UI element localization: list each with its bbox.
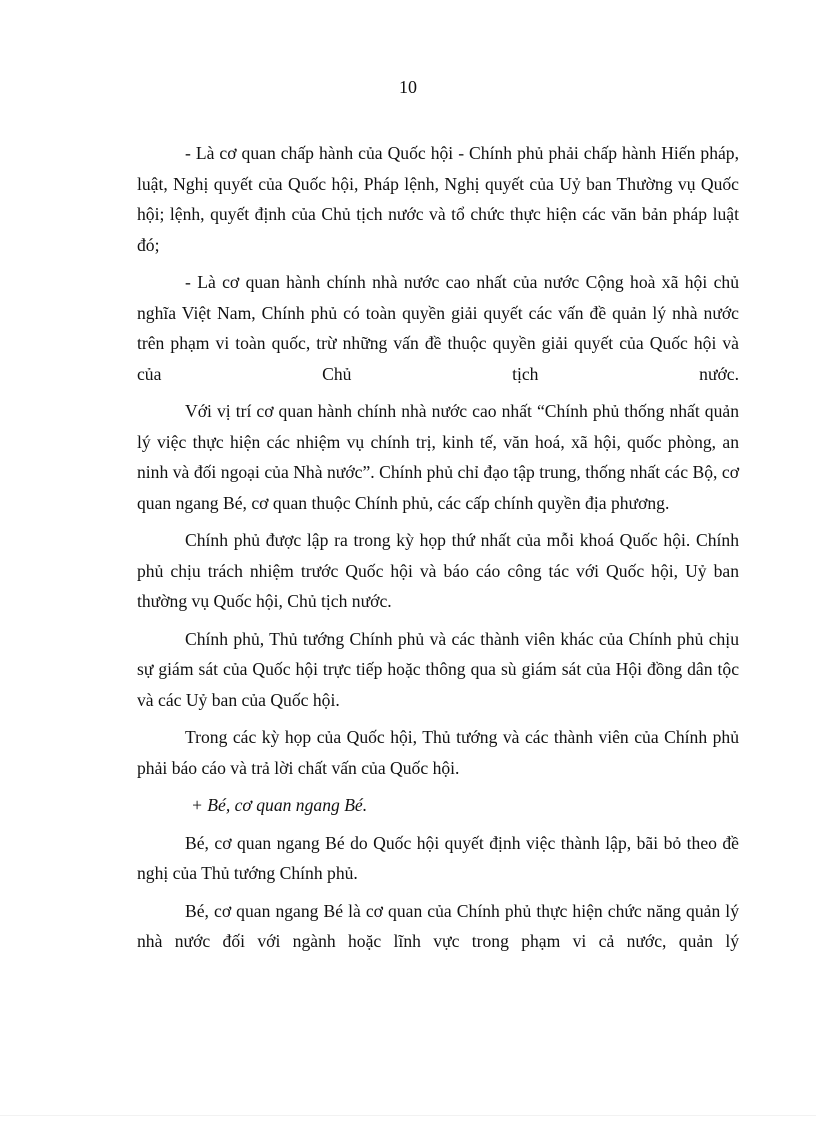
page-bottom-divider	[0, 1115, 816, 1116]
paragraph-supervision: Chính phủ, Thủ tướng Chính phủ và các thành viên khác của Chính phủ chịu sự giám sát của Quốc hội trực tiếp hoặc thông qua sù giám sát của Hội đồng dân tộc và các Uỷ ban của Quốc hội.	[137, 628, 739, 710]
page-number: 10	[399, 77, 417, 97]
paragraph-ministry-function: Bé, cơ quan ngang Bé là cơ quan của Chính phủ thực hiện chức năng quản lý nhà nước đối với ngành hoặc lĩnh vực trong phạm vi cả nước, quản lý	[137, 900, 739, 951]
paragraph-unified-management: Với vị trí cơ quan hành chính nhà nước cao nhất “Chính phủ thống nhất quản lý việc thực hiện các nhiệm vụ chính trị, kinh tế, văn hoá, xã hội, quốc phòng, an ninh và đối ngoại của Nhà nước”. Chính phủ chỉ đạo tập trung, thống nhất các Bộ, cơ quan ngang Bé, cơ quan thuộc Chính phủ, các cấp chính quyền địa phương.	[137, 401, 739, 513]
subheading-ministries: + Bé, cơ quan ngang Bé.	[191, 795, 368, 815]
paragraph-ministry-establishment: Bé, cơ quan ngang Bé do Quốc hội quyết định việc thành lập, bãi bỏ theo đề nghị của Thủ tướng Chính phủ.	[137, 832, 739, 883]
page-body	[137, 138, 739, 964]
paragraph-executive-body: - Là cơ quan chấp hành của Quốc hội - Chính phủ phải chấp hành Hiến pháp, luật, Nghị quyết của Quốc hội, Pháp lệnh, Nghị quyết của Uỷ ban Thường vụ Quốc hội; lệnh, quyết định của Chủ tịch nước và tổ chức thực hiện các văn bản pháp luật đó;	[137, 143, 739, 255]
paragraph-questioning: Trong các kỳ họp của Quốc hội, Thủ tướng và các thành viên của Chính phủ phải báo cáo và trả lời chất vấn của Quốc hội.	[137, 727, 739, 778]
paragraph-highest-administrative-body: - Là cơ quan hành chính nhà nước cao nhất của nước Cộng hoà xã hội chủ nghĩa Việt Nam, Chính phủ có toàn quyền giải quyết các vấn đề quản lý nhà nước trên phạm vi toàn quốc, trừ những vấn đề thuộc quyền giải quyết của Quốc hội và của Chủ tịch nước.	[137, 272, 739, 384]
paragraph-government-formation: Chính phủ được lập ra trong kỳ họp thứ nhất của mỗi khoá Quốc hội. Chính phủ chịu trách nhiệm trước Quốc hội và báo cáo công tác với Quốc hội, Uỷ ban thường vụ Quốc hội, Chủ tịch nước.	[137, 530, 739, 611]
